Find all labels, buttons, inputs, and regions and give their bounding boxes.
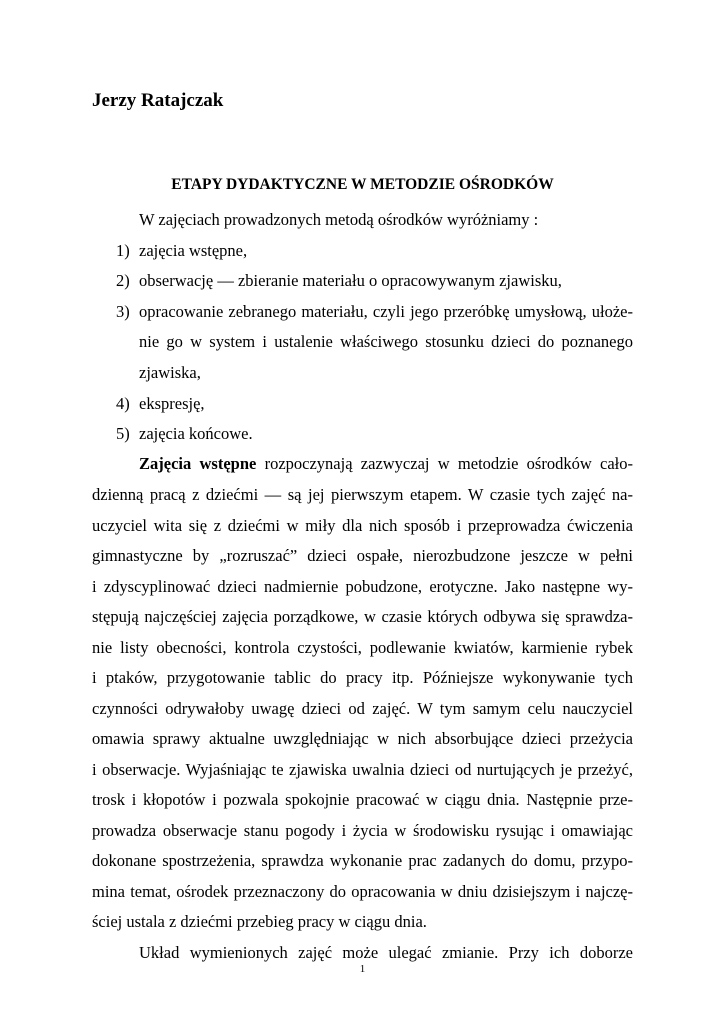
- list-item-number: 2): [116, 271, 130, 290]
- intro-text: W zajęciach prowadzonych metodą ośrodków wyróżniamy :: [139, 210, 539, 229]
- list-item-continuation: nie go w system i ustalenie właściwego stosunku dzieci do poznanego: [139, 332, 633, 351]
- list-item-number: 5): [116, 424, 130, 443]
- paragraph-line: mina temat, ośrodek przeznaczony do opracowania w dniu dzisiejszym i najczę-: [92, 882, 633, 901]
- paragraph-line-text: rozpoczynają zazwyczaj w metodzie ośrodków cało-: [256, 454, 633, 473]
- list-item-number: 3): [116, 302, 130, 321]
- list-item-text: zajęcia wstępne,: [139, 241, 248, 260]
- paragraph-line: trosk i kłopotów i pozwala spokojnie pracować w ciągu dnia. Następnie prze-: [92, 790, 633, 809]
- paragraph-line: nie listy obecności, kontrola czystości, podlewanie kwiatów, karmienie rybek: [92, 638, 633, 657]
- paragraph-line: czynności odrywałoby uwagę dzieci od zajęć. W tym samym celu nauczyciel: [92, 699, 633, 718]
- paragraph-line: Układ wymienionych zajęć może ulegać zmianie. Przy ich doborze: [139, 943, 633, 962]
- paragraph-line: i obserwacje. Wyjaśniając te zjawiska uwalnia dzieci od nurtujących je przeżyć,: [92, 760, 633, 779]
- paragraph-line: i ptaków, przygotowanie tablic do pracy itp. Późniejsze wykonywanie tych: [92, 668, 633, 687]
- author-name: Jerzy Ratajczak: [92, 90, 224, 111]
- paragraph-line: ściej ustala z dziećmi przebieg pracy w ciągu dnia.: [92, 912, 427, 931]
- paragraph-line: [139, 453, 633, 475]
- list-item-text: ekspresję,: [139, 394, 205, 413]
- list-item-text: obserwację — zbieranie materiału o opracowywanym zjawisku,: [139, 271, 562, 290]
- list-item-text: zajęcia końcowe.: [139, 424, 253, 443]
- paragraph-line: prowadza obserwacje stanu pogody i życia w środowisku rysując i omawiając: [92, 821, 633, 840]
- paragraph-line: omawia sprawy aktualne uwzględniając w nich absorbujące dzieci przeżycia: [92, 729, 633, 748]
- list-item-text: opracowanie zebranego materiału, czyli jego przeróbkę umysłową, ułoże-: [139, 302, 633, 321]
- list-item-number: 4): [116, 394, 130, 413]
- page-number: 1: [359, 963, 366, 975]
- paragraph-line: stępują najczęściej zajęcia porządkowe, w czasie których odbywa się sprawdza-: [92, 607, 633, 626]
- paragraph-line: gimnastyczne by „rozruszać” dzieci ospałe, nierozbudzone jeszcze w pełni: [92, 546, 633, 565]
- list-item-continuation: zjawiska,: [139, 363, 201, 382]
- paragraph-line: dzienną pracą z dziećmi — są jej pierwszym etapem. W czasie tych zajęć na-: [92, 485, 633, 504]
- document-title: ETAPY DYDAKTYCZNE W METODZIE OŚRODKÓW: [171, 176, 554, 193]
- bold-term: Zajęcia wstępne: [139, 454, 257, 473]
- paragraph-line: dokonane spostrzeżenia, sprawdza wykonanie prac zadanych do domu, przypo-: [92, 851, 633, 870]
- paragraph-line: uczyciel wita się z dziećmi w miły dla nich sposób i przeprowadza ćwiczenia: [92, 516, 633, 535]
- list-item-number: 1): [116, 241, 130, 260]
- paragraph-line: i zdyscyplinować dzieci nadmiernie pobudzone, erotyczne. Jako następne wy-: [92, 577, 633, 596]
